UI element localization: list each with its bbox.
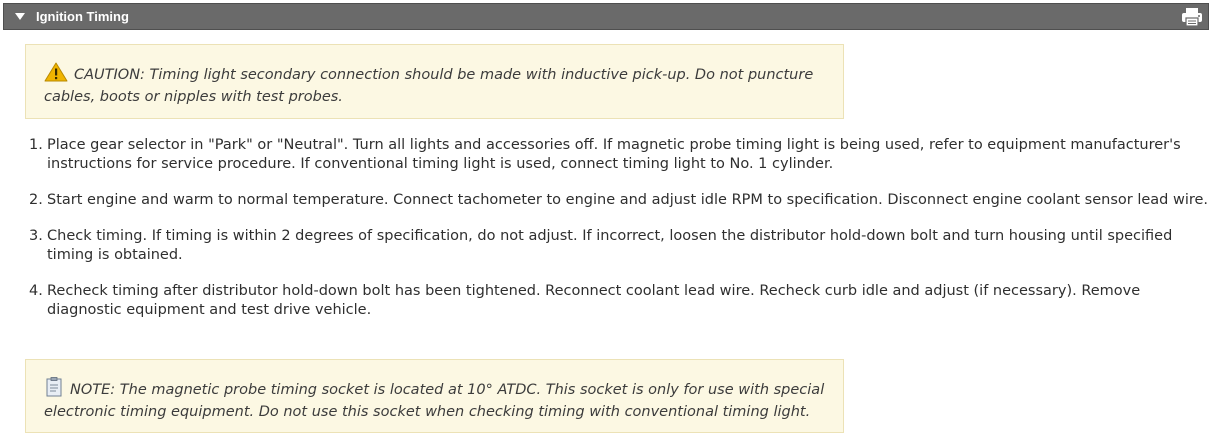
step-text: Recheck timing after distributor hold-down bolt has been tightened. Reconnect coolant lead wire. Recheck curb idle and adjust (if necessary). Remove diagnostic equipment and test drive vehicle.	[47, 283, 1141, 318]
step-number: 4.	[29, 283, 43, 299]
warning-triangle-icon	[44, 62, 68, 88]
note-text: NOTE: The magnetic probe timing socket is located at 10° ATDC. This socket is only for use with special electronic timing equipment. Do not use this socket when checking timing with conventional timing light.	[44, 382, 825, 420]
caution-callout	[25, 44, 844, 119]
section-header[interactable]	[3, 3, 1209, 30]
caution-text: CAUTION: Timing light secondary connection should be made with inductive pick-up. Do not puncture cables, boots or nipples with test probes.	[44, 67, 814, 105]
step-number: 1.	[29, 137, 43, 153]
procedure-steps	[22, 136, 1212, 337]
list-item	[22, 227, 1212, 265]
triangle-down-icon[interactable]	[15, 13, 25, 20]
list-item	[22, 282, 1212, 320]
printer-icon[interactable]	[1181, 7, 1203, 27]
note-clipboard-icon	[44, 377, 64, 403]
step-number: 2.	[29, 192, 43, 208]
list-item	[22, 191, 1212, 210]
step-number: 3.	[29, 228, 43, 244]
step-text: Place gear selector in "Park" or "Neutral". Turn all lights and accessories off. If magnetic probe timing light is being used, refer to equipment manufacturer's instructions for service procedure. If conventional timing light is used, connect timing light to No. 1 cylinder.	[47, 137, 1181, 172]
step-text: Start engine and warm to normal temperature. Connect tachometer to engine and adjust idle RPM to specification. Disconnect engine coolant sensor lead wire.	[47, 192, 1209, 208]
step-text: Check timing. If timing is within 2 degrees of specification, do not adjust. If incorrect, loosen the distributor hold-down bolt and turn housing until specified timing is obtained.	[47, 228, 1173, 263]
list-item	[22, 136, 1212, 174]
note-callout	[25, 359, 844, 433]
section-title: Ignition Timing	[36, 9, 129, 24]
